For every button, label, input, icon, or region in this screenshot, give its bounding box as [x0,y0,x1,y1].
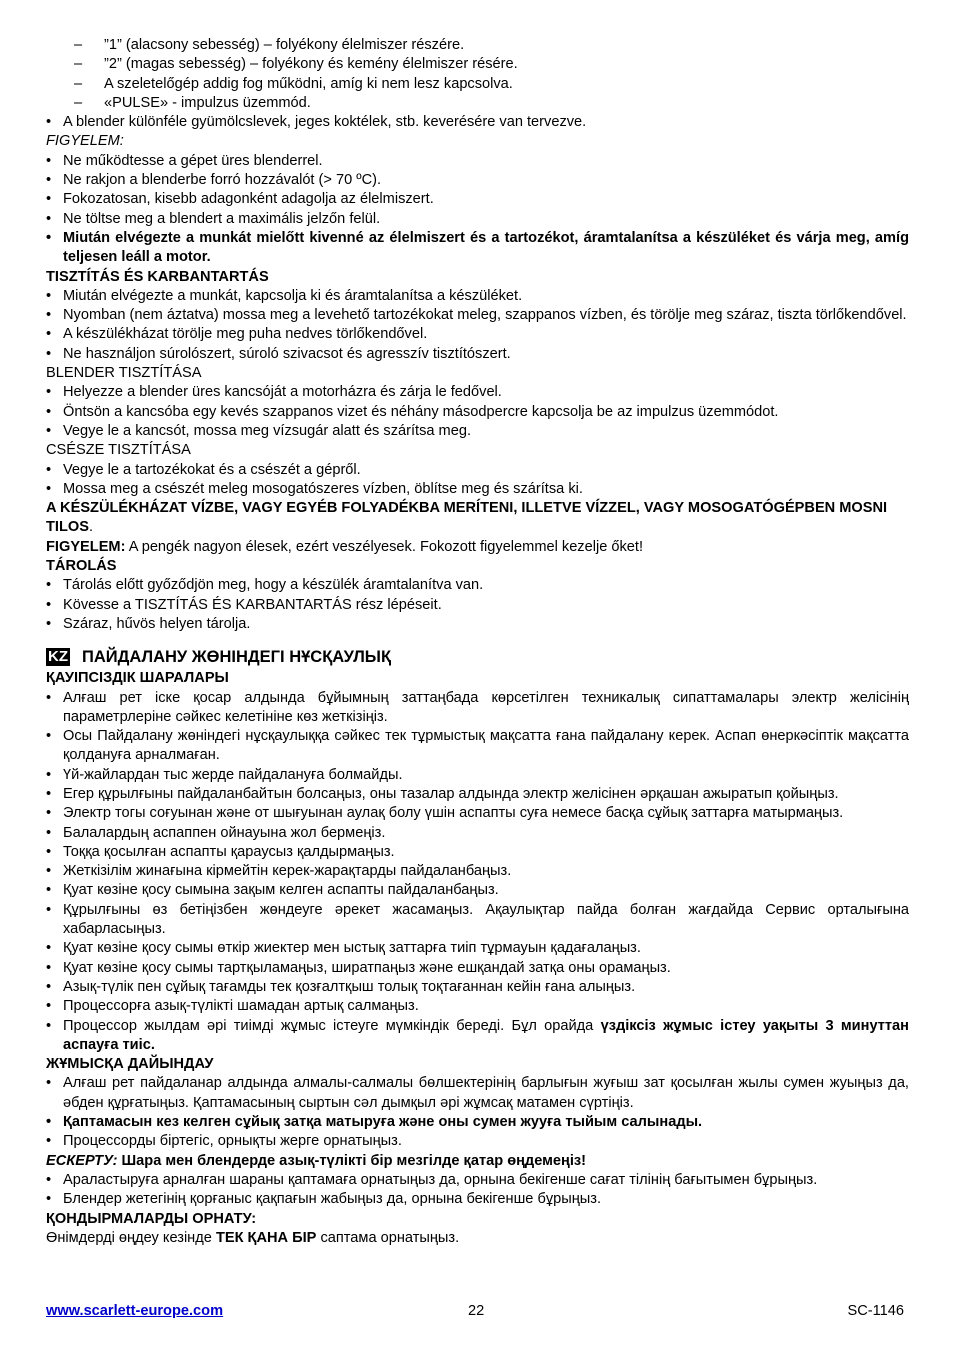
kz-attach-text-start: Өнімдерді өңдеу кезінде [46,1229,216,1246]
figyelem-label: FIGYELEM: [46,133,124,150]
kz-safety-item: • Балалардың аспаппен ойнауына жол бермеңіз. [46,824,909,843]
water-warning [46,499,909,538]
cleaning-item: • Nyomban (nem áztatva) mossa meg a levehető tartozékokat meleg, szappanos vízben, és törölje meg száraz, tiszta törlőkendővel. [46,306,909,325]
cup-cleaning-item: • Mossa meg a csészét meleg mosogatószeres vízben, öblítse meg és szárítsa ki. [46,480,909,499]
blade-warning-text: A pengék nagyon élesek, ezért veszélyesek. Fokozott figyelemmel kezelje őket! [125,538,644,555]
cleaning-item: • Miután elvégezte a munkát, kapcsolja ki és áramtalanítsa a készüléket. [46,287,909,306]
page-number: 22 [468,1303,485,1319]
speed-item-3: – A szeletelőgép addig fog működni, amíg ki nem lesz kapcsolva. [46,75,909,94]
figyelem-item: • Ne működtesse a gépet üres blenderrel. [46,152,909,171]
kz-prep-bold-item: • Қаптамасын кез келген сұйық затқа матыруға және оны сумен жууға тыйым салынады. [46,1113,909,1132]
kz-note-label: ЕСКЕРТУ: [46,1152,118,1169]
cleaning-item: • A készülékházat törölje meg puha nedves törlőkendővel. [46,325,909,344]
speed-item-2: – ”2” (magas sebesség) – folyékony és kemény élelmiszer résére. [46,55,909,74]
blade-warning-label: FIGYELEM: [46,538,126,555]
kz-note-text: Шара мен блендерде азық-түлікті бір мезгілде қатар өңдемеңіз! [117,1152,587,1169]
storage-heading: TÁROLÁS [46,558,117,575]
kz-safety-item: • Егер құрылғыны пайдаланбайтын болсаңыз, оны тазалар алдында электр желісінен әрқашан ажыратып қойыңыз. [46,785,909,804]
storage-item: • Kövesse a TISZTÍTÁS ÉS KARBANTARTÁS rész lépéseit. [46,596,909,615]
kz-safety-item: • Үй-жайлардан тыс жерде пайдалануға болмайды. [46,766,909,785]
kz-safety-item: • Алғаш рет іске қосар алдында бұйымның заттаңбада көрсетілген техникалық сипаттамалары электр желісінің параметрлеріне сәйкес келетініне көз жеткізіңіз. [46,689,909,728]
kz-attach-text-end: саптама орнатыңыз. [316,1229,460,1246]
kz-attach-heading: ҚОНДЫРМАЛАРДЫ ОРНАТУ: [46,1210,257,1227]
kz-language-badge: KZ [48,648,68,666]
kz-prep-heading: ЖҰМЫСҚА ДАЙЫНДАУ [46,1056,214,1073]
model-number: SC-1146 [847,1303,904,1319]
kz-safety-item: • Азық-түлік пен сұйық тағамды тек қозғалтқыш толық тоқтағаннан кейін ғана алыңыз. [46,978,909,997]
kz-title: ПАЙДАЛАНУ ЖӨНІНДЕГІ НҰСҚАУЛЫҚ [82,648,392,667]
blender-cleaning-item: • Vegye le a kancsót, mossa meg vízsugár alatt és szárítsa meg. [46,422,909,441]
website-link[interactable]: www.scarlett-europe.com [46,1303,224,1319]
cup-cleaning-item: • Vegye le a tartozékokat és a csészét a gépről. [46,461,909,480]
kz-processor-text: Процессор жылдам әрі тиімді жұмыс істеуге мүмкіндік береді. Бұл орайда [63,1017,601,1034]
storage-item: • Tárolás előtt győződjön meg, hogy a készülék áramtalanítva van. [46,576,909,595]
cup-cleaning-heading: CSÉSZE TISZTÍTÁSA [46,442,191,459]
blender-cleaning-item: • Helyezze a blender üres kancsóját a motorházra és zárja le fedővel. [46,383,909,402]
figyelem-item: • Ne rakjon a blenderbe forró hozzávalót (> 70 ºC). [46,171,909,190]
kz-safety-heading: ҚАУІПСІЗДІК ШАРАЛАРЫ [46,670,229,687]
kz-safety-item: • Жеткізілім жинағына кірмейтін керек-жарақтарды пайдаланбаңыз. [46,862,909,881]
kz-prep-item: • Блендер жетегінің қорғаныс қақпағын жабыңыз да, орнына бекігенше бұрыңыз. [46,1190,909,1209]
water-warning-end: . [88,519,94,536]
kz-attach-text [46,1229,909,1248]
kz-safety-item: • Қуат көзіне қосу сымы тартқыламаңыз, ширатпаңыз және ешқандай затқа оны орамаңыз. [46,959,909,978]
kz-note [46,1152,909,1171]
kz-attach-bold: ТЕК ҚАНА БІР [215,1229,317,1246]
water-warning-bold: A KÉSZÜLÉKHÁZAT VÍZBE, VAGY EGYÉB FOLYADÉKBA MERÍTENI, ILLETVE VÍZZEL, VAGY MOSOGATÓGÉPBEN MOSNI TILOS [46,500,888,536]
figyelem-item: • Ne töltse meg a blendert a maximális jelzőn felül. [46,210,909,229]
kz-safety-item: • Тоққа қосылған аспапты қараусыз қалдырмаңыз. [46,843,909,862]
kz-safety-item: • Қуат көзіне қосу сымына зақым келген аспапты пайдаланбаңыз. [46,881,909,900]
storage-item: • Száraz, hűvös helyen tárolja. [46,615,909,634]
blender-cleaning-heading: BLENDER TISZTÍTÁSA [46,365,202,382]
kz-prep-item: • Процессорды біртегіс, орнықты жерге орнатыңыз. [46,1132,909,1151]
kz-prep-item: • Араластыруға арналған шараны қаптамаға орнатыңыз да, орнына бекігенше сағат тілінің бағытымен бұрыңыз. [46,1171,909,1190]
page-footer [46,1303,909,1323]
blender-purpose-item: • A blender különféle gyümölcslevek, jeges koktélek, stb. keverésére van tervezve. [46,113,909,132]
kz-prep-item: • Алғаш рет пайдаланар алдында алмалы-салмалы бөлшектерінің барлығын жуғыш зат қосылған жылы сумен жуыңыз да, әбден құрғатыңыз. Қаптамасының сыртын сәл дымқыл әрі жұмсақ матамен сүртіңіз. [46,1074,909,1113]
blade-warning [46,538,909,557]
kz-safety-item: • Электр тогы соғуынан және от шығуынан аулақ болу үшін аспапты суға немесе басқа сұйық заттарға матырмаңыз. [46,804,909,823]
kz-safety-item: • Осы Пайдалану жөніндегі нұсқаулыққа сәйкес тек тұрмыстық мақсатта ғана пайдалану керек. Аспап өнеркәсіптік мақсатта қолдануға арналмаған. [46,727,909,766]
cleaning-heading: TISZTÍTÁS ÉS KARBANTARTÁS [46,268,269,285]
cleaning-item: • Ne használjon súrolószert, súroló szivacsot és agresszív tisztítószert. [46,345,909,364]
kz-safety-item: • Қуат көзіне қосу сымы өткір жиектер мен ыстық заттарға тиіп тұрмауын қадағалаңыз. [46,939,909,958]
kz-processor-bold: үздіксіз жұмыс істеу уақыты 3 минуттан аспауға тиіс. [63,1017,909,1053]
figyelem-bold-item: • Miután elvégezte a munkát mielőtt kivenné az élelmiszert és a tartozékot, áramtalanítsa a készüléket és várja meg, amíg teljesen leáll a motor. [46,229,909,268]
page-content [46,36,909,1248]
figyelem-item: • Fokozatosan, kisebb adagonként adagolja az élelmiszert. [46,190,909,209]
kz-safety-item: • Процессорға азық-түлікті шамадан артық салмаңыз. [46,997,909,1016]
speed-item-4: – «PULSE» - impulzus üzemmód. [46,94,909,113]
kz-safety-item: • Құрылғыны өз бетіңізбен жөндеуге әрекет жасамаңыз. Ақаулықтар пайда болған жағдайда Сервис орталығына хабарласыңыз. [46,901,909,940]
kz-section-heading [46,646,909,668]
speed-item-1: – ”1” (alacsony sebesség) – folyékony élelmiszer részére. [46,36,909,55]
blender-cleaning-item: • Öntsön a kancsóba egy kevés szappanos vizet és néhány másodpercre kapcsolja be az impulzus üzemmódot. [46,403,909,422]
kz-processor-item [46,1017,909,1056]
